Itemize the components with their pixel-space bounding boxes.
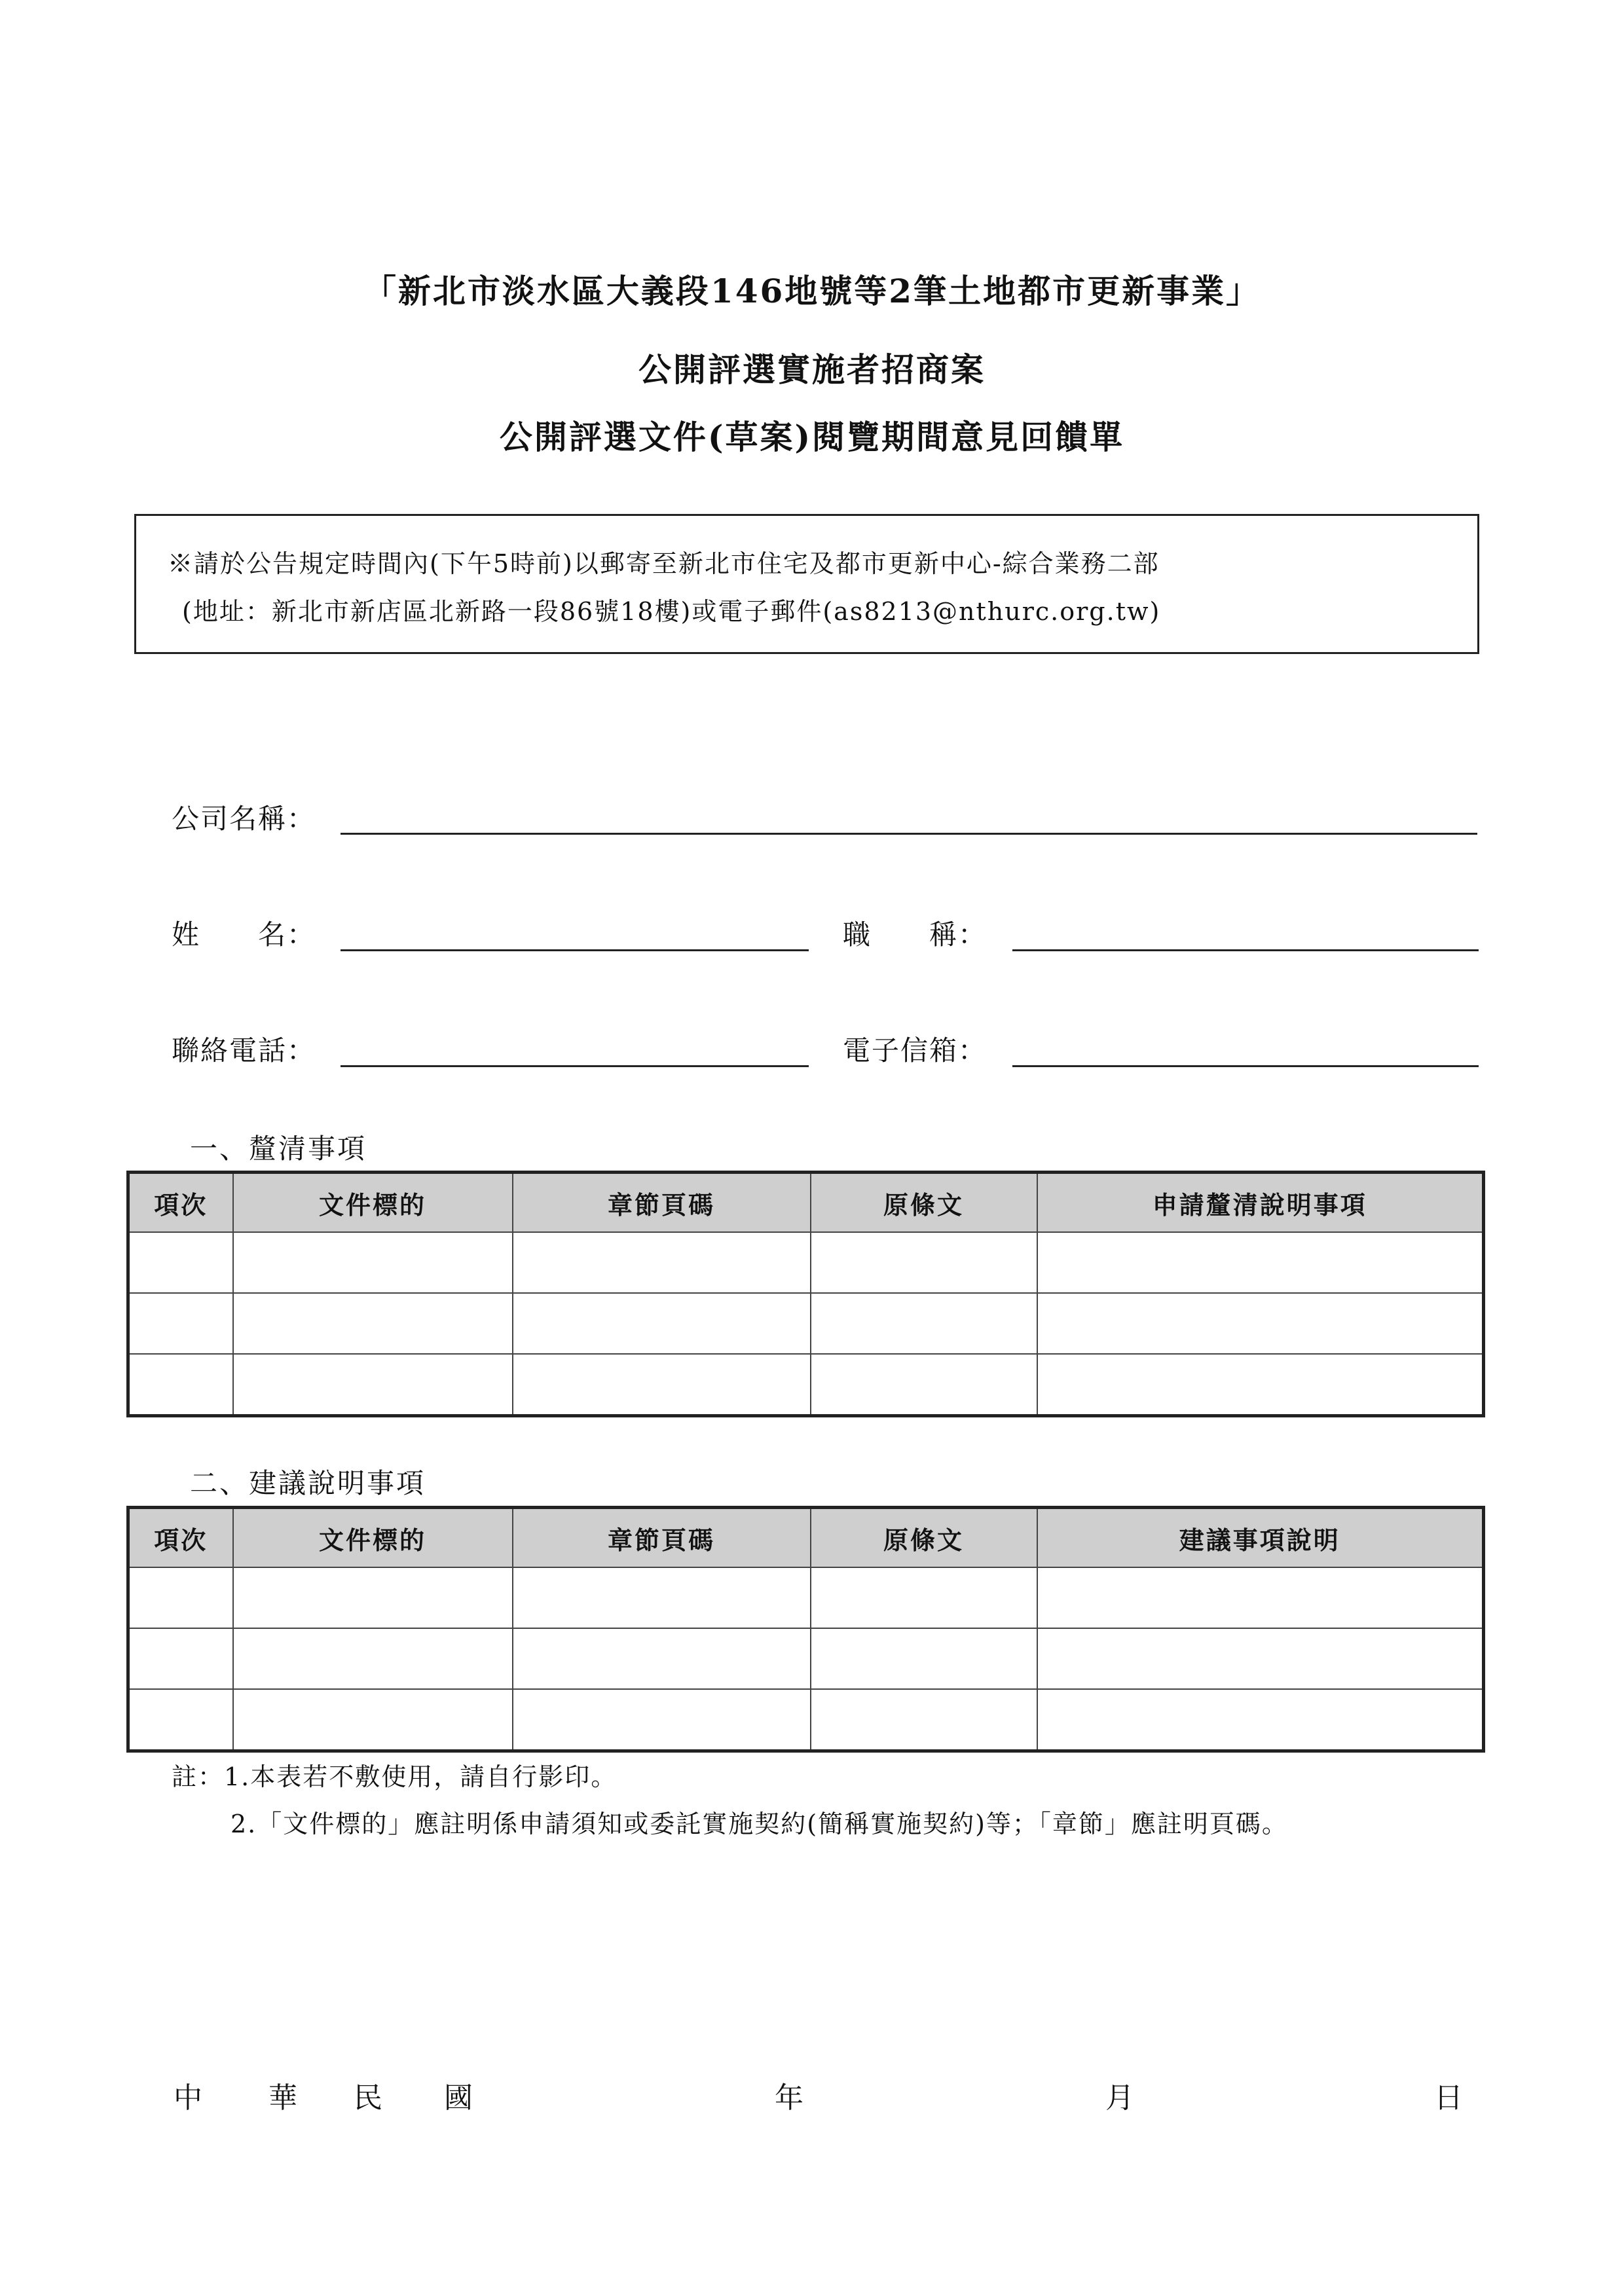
table-cell[interactable] [128, 1232, 233, 1293]
section-suggestion-title: 二、建議說明事項 [190, 1467, 426, 1499]
table-cell[interactable] [513, 1567, 811, 1628]
table-cell[interactable] [233, 1628, 513, 1689]
col-original-text: 原條文 [811, 1508, 1037, 1568]
table-cell[interactable] [811, 1567, 1037, 1628]
table-row [128, 1567, 1484, 1628]
date-year: 年 [775, 2081, 803, 2115]
date-min: 民 [354, 2081, 382, 2115]
table-cell[interactable] [811, 1354, 1037, 1416]
table-row [128, 1293, 1484, 1354]
table-cell[interactable] [811, 1689, 1037, 1751]
date-zhong: 中 [174, 2081, 202, 2115]
clarification-table [126, 1171, 1485, 1417]
table-cell[interactable] [1037, 1689, 1484, 1751]
table-row [128, 1232, 1484, 1293]
table-cell[interactable] [1037, 1567, 1484, 1628]
suggestion-table [126, 1506, 1485, 1753]
table-cell[interactable] [811, 1293, 1037, 1354]
job-title-label: 職 稱： [843, 919, 987, 951]
notice-line-2: (地址：新北市新店區北新路一段86號18樓)或電子郵件(as8213@nthurc.org.tw) [182, 597, 1161, 626]
name-label: 姓 名： [172, 919, 316, 951]
table-cell[interactable] [128, 1354, 233, 1416]
date-guo: 國 [444, 2081, 473, 2115]
table-row [128, 1628, 1484, 1689]
job-title-field[interactable] [1012, 949, 1479, 951]
col-item-no: 項次 [128, 1508, 233, 1568]
email-label: 電子信箱： [843, 1034, 987, 1066]
note-line-1: 註：1.本表若不敷使用，請自行影印。 [172, 1762, 618, 1791]
date-month: 月 [1105, 2081, 1134, 2115]
table-cell[interactable] [233, 1293, 513, 1354]
table-cell[interactable] [513, 1293, 811, 1354]
table-header-row [128, 1508, 1484, 1568]
col-chapter-page: 章節頁碼 [513, 1173, 811, 1233]
col-suggestion: 建議事項說明 [1037, 1508, 1484, 1568]
table-cell[interactable] [128, 1689, 233, 1751]
table-cell[interactable] [128, 1628, 233, 1689]
email-field[interactable] [1012, 1065, 1479, 1067]
phone-label: 聯絡電話： [172, 1034, 316, 1066]
document-subtitle: 公開評選實施者招商案 [638, 350, 986, 389]
note-line-2: 2.「文件標的」應註明係申請須知或委託實施契約(簡稱實施契約)等；「章節」應註明頁碼。 [231, 1810, 1288, 1838]
col-item-no: 項次 [128, 1173, 233, 1233]
table-cell[interactable] [233, 1567, 513, 1628]
table-cell[interactable] [811, 1232, 1037, 1293]
table-row [128, 1689, 1484, 1751]
table-cell[interactable] [1037, 1354, 1484, 1416]
col-document: 文件標的 [233, 1508, 513, 1568]
company-name-label: 公司名稱： [172, 803, 316, 835]
table-cell[interactable] [811, 1628, 1037, 1689]
col-document: 文件標的 [233, 1173, 513, 1233]
col-chapter-page: 章節頁碼 [513, 1508, 811, 1568]
document-form-title: 公開評選文件(草案)閱覽期間意見回饋單 [499, 418, 1125, 456]
name-field[interactable] [341, 949, 809, 951]
table-cell[interactable] [233, 1354, 513, 1416]
table-cell[interactable] [128, 1567, 233, 1628]
table-cell[interactable] [233, 1232, 513, 1293]
table-cell[interactable] [233, 1689, 513, 1751]
document-title: 「新北市淡水區大義段146地號等2筆土地都市更新事業」 [363, 272, 1261, 310]
table-cell[interactable] [1037, 1293, 1484, 1354]
date-hua: 華 [268, 2081, 297, 2115]
date-day: 日 [1434, 2081, 1463, 2115]
company-name-field[interactable] [341, 833, 1477, 835]
col-clarification: 申請釐清說明事項 [1037, 1173, 1484, 1233]
table-cell[interactable] [513, 1689, 811, 1751]
table-cell[interactable] [128, 1293, 233, 1354]
table-cell[interactable] [513, 1628, 811, 1689]
table-cell[interactable] [513, 1232, 811, 1293]
table-cell[interactable] [513, 1354, 811, 1416]
phone-field[interactable] [341, 1065, 809, 1067]
table-cell[interactable] [1037, 1232, 1484, 1293]
table-header-row [128, 1173, 1484, 1233]
table-cell[interactable] [1037, 1628, 1484, 1689]
notice-line-1: ※請於公告規定時間內(下午5時前)以郵寄至新北市住宅及都市更新中心-綜合業務二部 [168, 549, 1160, 578]
table-row [128, 1354, 1484, 1416]
notice-box [134, 514, 1479, 654]
col-original-text: 原條文 [811, 1173, 1037, 1233]
section-clarification-title: 一、釐清事項 [190, 1133, 367, 1165]
